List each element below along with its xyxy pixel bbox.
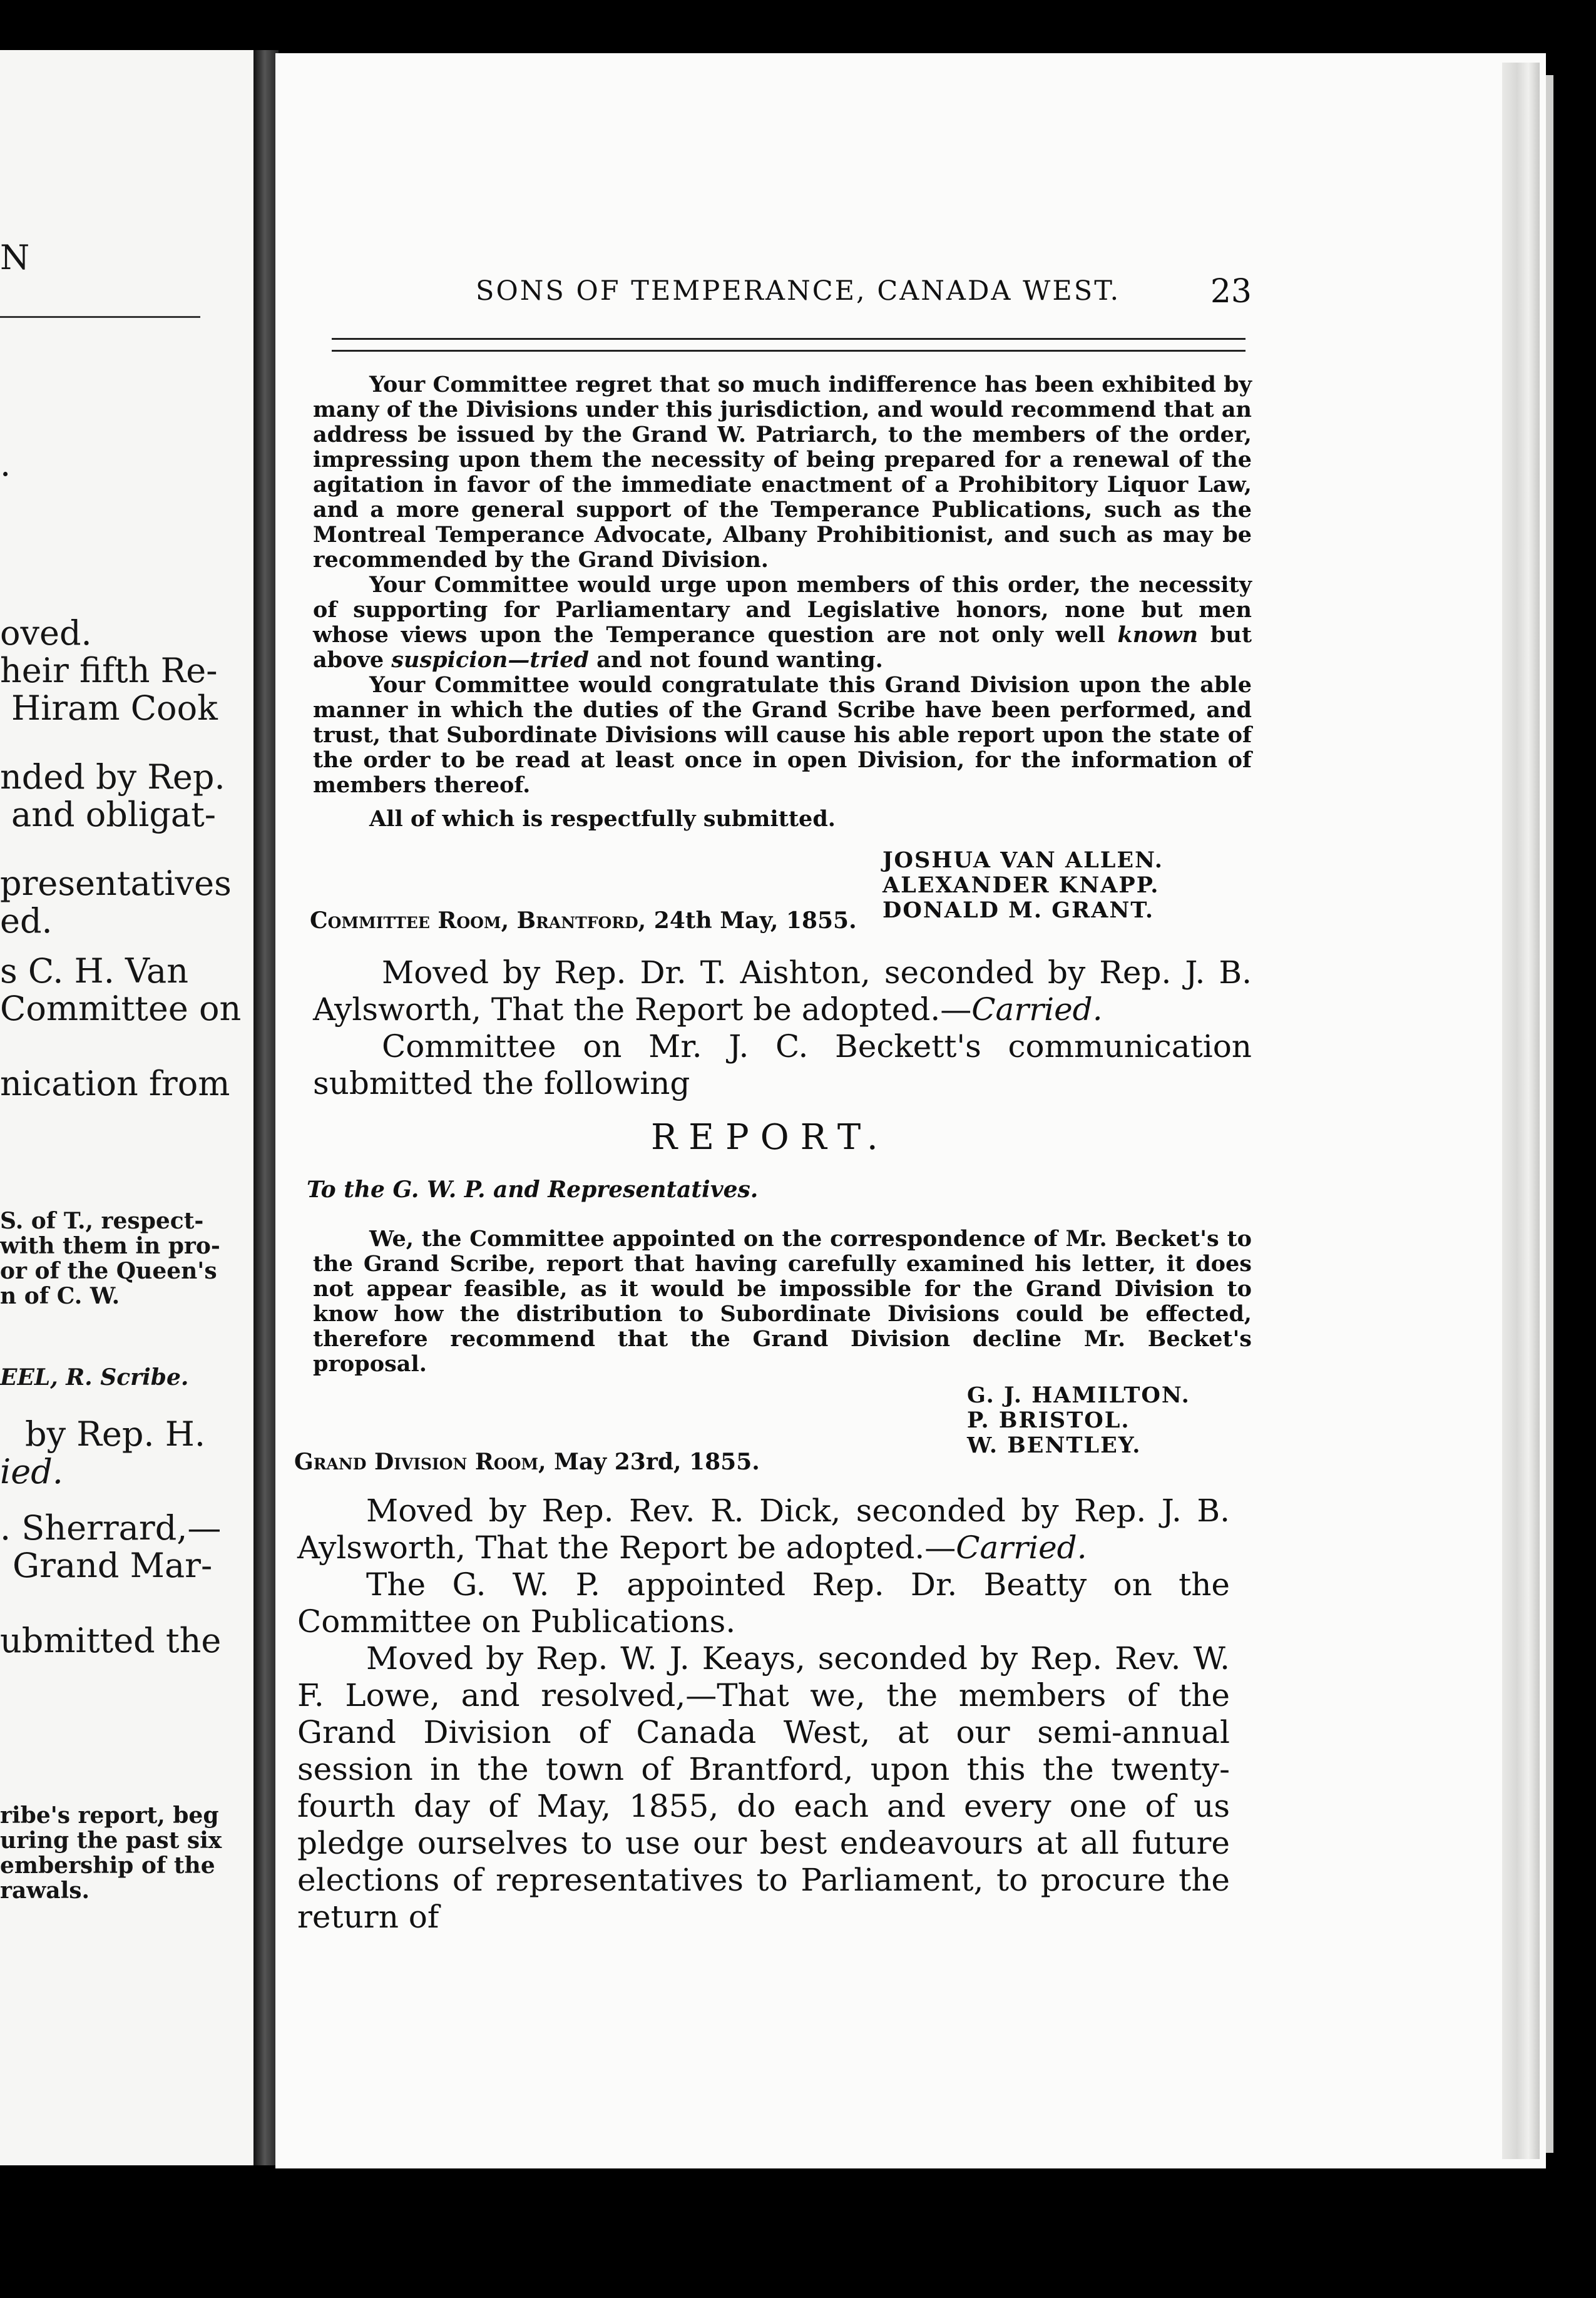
signatory: G. J. HAMILTON. bbox=[967, 1382, 1190, 1408]
left-page-line: Committee on bbox=[0, 989, 242, 1028]
book-gutter bbox=[253, 50, 279, 2165]
left-page-line: Hiram Cook bbox=[11, 688, 218, 728]
signatory: W. BENTLEY. bbox=[967, 1432, 1142, 1458]
left-page-line: or of the Queen's bbox=[0, 1258, 217, 1284]
left-page-line: ied. bbox=[0, 1452, 63, 1491]
left-page-line: oved. bbox=[0, 613, 92, 653]
closing-line: All of which is respectfully submitted. bbox=[369, 806, 836, 832]
page-number: 23 bbox=[1210, 273, 1252, 310]
paragraph: Moved by Rep. Dr. T. Aishton, seconded by Rep. J. B. Aylsworth, That the Report be adopted.—Carried. bbox=[313, 954, 1252, 1028]
signatory: P. BRISTOL. bbox=[967, 1407, 1130, 1433]
left-page-line: EEL, R. Scribe. bbox=[0, 1364, 189, 1391]
left-page-line: S. of T., respect- bbox=[0, 1208, 204, 1234]
left-page-line: . bbox=[0, 444, 11, 484]
left-page-line: s C. H. Van bbox=[0, 951, 189, 991]
paragraph: Your Committee would congratulate this Grand Division upon the able manner in which the duties of the Grand Scribe have been performed, and trust, that Subordinate Divisions will cause his able report upon the state of the order to be read at least once in open Division, for the information of members thereof. bbox=[313, 672, 1252, 798]
paragraph: The G. W. P. appointed Rep. Dr. Beatty on the Committee on Publications. bbox=[297, 1566, 1230, 1640]
page-edge bbox=[1546, 75, 1553, 2153]
left-page-line: Grand Mar- bbox=[13, 1546, 213, 1585]
left-page-line: embership of the bbox=[0, 1852, 215, 1879]
closing-motions bbox=[297, 1493, 1230, 1936]
paragraph: Your Committee would urge upon members of this order, the necessity of supporting for Parliamentary and Legislative honors, none but men whose views upon the Temperance question are not only well known but above suspicion—tried and not found wanting. bbox=[313, 572, 1252, 673]
signatory: JOSHUA VAN ALLEN. bbox=[882, 847, 1164, 873]
left-page-line: . Sherrard,— bbox=[0, 1508, 222, 1548]
left-page-line: with them in pro- bbox=[0, 1233, 220, 1259]
paragraph: Your Committee regret that so much indifference has been exhibited by many of the Divisions under this jurisdiction, and would recommend that an address be issued by the Grand W. Patriarch, to the members of the order, impressing upon them the necessity of being prepared for a renewal of the agitation in favor of the immediate enactment of a Prohibitory Liquor Law, and a more general support of the Temperance Publications, such as the Montreal Temperance Advocate, Albany Prohibitionist, and such as may be recommended by the Grand Division. bbox=[313, 372, 1252, 573]
motion-one bbox=[313, 954, 1252, 1102]
paragraph: Committee on Mr. J. C. Beckett's communication submitted the following bbox=[313, 1028, 1252, 1101]
paragraph: Moved by Rep. W. J. Keays, seconded by Rep. Rev. W. F. Lowe, and resolved,—That we, the members of the Grand Division of Canada West, at our semi-annual session in the town of Brantford, upon this the twenty-fourth day of May, 1855, do each and every one of us pledge ourselves to use our best endeavours at all future elections of representatives to Parliament, to procure the return of bbox=[297, 1640, 1230, 1935]
dateline: Committee Room, Brantford, 24th May, 1855. bbox=[310, 907, 857, 934]
page-header bbox=[476, 275, 1252, 319]
left-page-line: n of C. W. bbox=[0, 1283, 120, 1309]
left-page-line: and obligat- bbox=[11, 795, 217, 834]
header-rule bbox=[332, 338, 1246, 352]
left-facing-page bbox=[0, 50, 257, 2165]
left-page-rule bbox=[0, 316, 200, 318]
left-page-line: nded by Rep. bbox=[0, 757, 225, 797]
page-edge bbox=[1502, 63, 1540, 2159]
left-page-line: uring the past six bbox=[0, 1827, 222, 1854]
left-page-line: presentatives bbox=[0, 864, 232, 903]
dateline: Grand Division Room, May 23rd, 1855. bbox=[294, 1449, 760, 1475]
left-page-line: nication from bbox=[0, 1064, 230, 1103]
left-page-line: N bbox=[0, 238, 30, 277]
report-heading: REPORT. bbox=[651, 1117, 889, 1158]
running-head: SONS OF TEMPERANCE, CANADA WEST. bbox=[476, 275, 1121, 307]
left-page-line: ubmitted the bbox=[0, 1621, 222, 1660]
signatory: ALEXANDER KNAPP. bbox=[882, 872, 1160, 898]
left-page-line: heir fifth Re- bbox=[0, 651, 218, 690]
left-page-line: ed. bbox=[0, 901, 53, 941]
salutation: To the G. W. P. and Representatives. bbox=[307, 1177, 759, 1203]
report-one-body bbox=[313, 372, 1252, 832]
left-page-line: by Rep. H. bbox=[25, 1414, 206, 1454]
paragraph: Moved by Rep. Rev. R. Dick, seconded by Rep. J. B. Aylsworth, That the Report be adopted.—Carried. bbox=[297, 1493, 1230, 1566]
signatory: DONALD M. GRANT. bbox=[882, 897, 1155, 923]
left-page-line: ribe's report, beg bbox=[0, 1802, 219, 1829]
report-two-body bbox=[313, 1227, 1252, 1377]
paragraph: We, the Committee appointed on the correspondence of Mr. Becket's to the Grand Scribe, report that having carefully examined his letter, it does not appear feasible, as it would be impossible for the Grand Division to know how the distribution to Subordinate Divisions could be effected, therefore recommend that the Grand Division decline Mr. Becket's proposal. bbox=[313, 1226, 1252, 1377]
left-page-line: rawals. bbox=[0, 1877, 90, 1904]
